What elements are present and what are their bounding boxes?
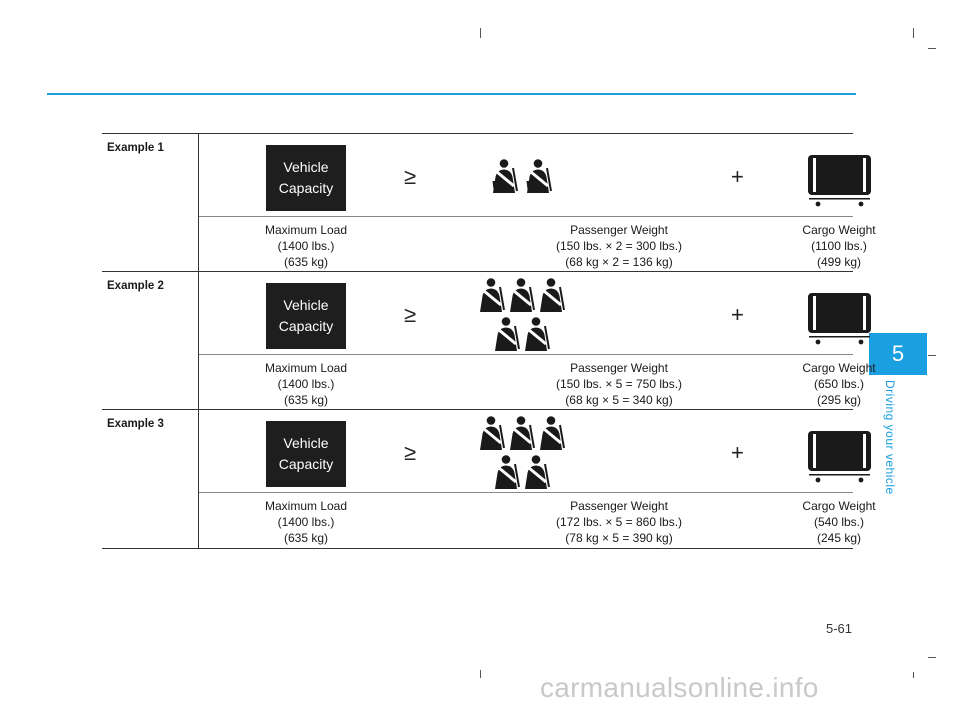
seatbelt-passenger-icon xyxy=(507,416,537,450)
crop-mark xyxy=(480,670,481,678)
cargo-weight-caption xyxy=(769,222,909,270)
cargo-box-icon xyxy=(807,154,872,210)
crop-mark xyxy=(928,657,936,658)
max-load-caption xyxy=(236,498,376,546)
seatbelt-passenger-icon xyxy=(522,455,552,489)
caption-line: Maximum Load xyxy=(264,499,348,513)
seatbelt-passenger-icon xyxy=(537,278,567,312)
caption-line: (1400 lbs.) xyxy=(277,377,335,391)
example-label-cell xyxy=(102,134,199,272)
caption-line: Maximum Load xyxy=(264,361,348,375)
caption-line: (635 kg) xyxy=(283,393,329,407)
caption-line: (650 lbs.) xyxy=(813,377,865,391)
crop-mark xyxy=(928,355,936,356)
caption-line: (68 kg × 2 = 136 kg) xyxy=(565,255,673,269)
row-divider xyxy=(199,492,853,493)
vehicle-capacity-line: Capacity xyxy=(278,456,334,472)
caption-line: Cargo Weight xyxy=(802,223,876,237)
example-row xyxy=(102,410,853,549)
example-content-cell xyxy=(199,272,876,410)
seatbelt-passenger-icon xyxy=(507,278,537,312)
seatbelt-passenger-icon xyxy=(522,317,552,351)
greater-equal-symbol: ≥ xyxy=(404,302,417,327)
example-label-cell xyxy=(102,272,199,410)
example-content-cell xyxy=(199,134,876,272)
caption-line: (499 kg) xyxy=(816,255,862,269)
vehicle-capacity-line: Vehicle xyxy=(283,435,329,451)
caption-line: Passenger Weight xyxy=(570,499,668,513)
chapter-title: Driving your vehicle xyxy=(883,380,897,495)
cargo-weight-caption xyxy=(769,498,909,546)
vehicle-capacity-box xyxy=(266,283,346,349)
vehicle-capacity-line: Capacity xyxy=(278,318,334,334)
vehicle-capacity-box xyxy=(266,421,346,487)
cargo-weight-caption xyxy=(769,360,909,408)
page-number: 5-61 xyxy=(826,621,853,636)
load-examples-table xyxy=(102,133,876,549)
seatbelt-passenger-icon xyxy=(537,416,567,450)
seatbelt-passenger-icon xyxy=(477,278,507,312)
greater-equal-symbol: ≥ xyxy=(404,440,417,465)
vehicle-capacity-line: Vehicle xyxy=(283,159,329,175)
passenger-weight-caption xyxy=(524,498,714,546)
example-label: Example 1 xyxy=(107,142,164,154)
chapter-number: 5 xyxy=(891,341,905,366)
caption-line: Cargo Weight xyxy=(802,499,876,513)
caption-line: (150 lbs. × 5 = 750 lbs.) xyxy=(555,377,683,391)
passenger-weight-caption xyxy=(524,360,714,408)
row-divider xyxy=(199,216,853,217)
vehicle-capacity-line: Vehicle xyxy=(283,297,329,313)
example-label: Example 2 xyxy=(107,280,164,292)
example-row xyxy=(102,272,853,410)
crop-mark xyxy=(913,672,914,678)
passenger-weight-caption xyxy=(524,222,714,270)
caption-line: (1100 lbs.) xyxy=(811,239,867,253)
caption-line: (150 lbs. × 2 = 300 lbs.) xyxy=(555,239,683,253)
watermark: carmanualsonline.info xyxy=(540,672,819,703)
caption-line: Maximum Load xyxy=(264,223,348,237)
caption-line: Passenger Weight xyxy=(570,223,668,237)
example-label-cell xyxy=(102,410,199,549)
vehicle-capacity-box xyxy=(266,145,346,211)
caption-line: Passenger Weight xyxy=(570,361,668,375)
caption-line: (635 kg) xyxy=(283,255,329,269)
plus-symbol: + xyxy=(731,302,744,327)
max-load-caption xyxy=(236,222,376,270)
seatbelt-passenger-icon xyxy=(490,159,520,193)
seatbelt-passenger-icon xyxy=(524,159,554,193)
crop-mark xyxy=(480,28,481,38)
example-content-cell xyxy=(199,410,876,549)
example-row xyxy=(102,134,853,272)
caption-line: (1400 lbs.) xyxy=(277,239,335,253)
caption-line: (78 kg × 5 = 390 kg) xyxy=(565,531,673,545)
vehicle-capacity-line: Capacity xyxy=(278,180,334,196)
cargo-box-icon xyxy=(807,292,872,348)
caption-line: Cargo Weight xyxy=(802,361,876,375)
caption-line: (1400 lbs.) xyxy=(277,515,335,529)
crop-mark xyxy=(928,48,936,49)
max-load-caption xyxy=(236,360,376,408)
seatbelt-passenger-icon xyxy=(492,455,522,489)
greater-equal-symbol: ≥ xyxy=(404,164,417,189)
row-divider xyxy=(199,354,853,355)
caption-line: (635 kg) xyxy=(283,531,329,545)
plus-symbol: + xyxy=(731,440,744,465)
caption-line: (68 kg × 5 = 340 kg) xyxy=(565,393,673,407)
header-rule xyxy=(47,93,856,95)
crop-mark xyxy=(913,28,914,38)
cargo-box-icon xyxy=(807,430,872,486)
caption-line: (172 lbs. × 5 = 860 lbs.) xyxy=(555,515,683,529)
caption-line: (540 lbs.) xyxy=(813,515,865,529)
example-label: Example 3 xyxy=(107,418,164,430)
seatbelt-passenger-icon xyxy=(477,416,507,450)
plus-symbol: + xyxy=(731,164,744,189)
caption-line: (295 kg) xyxy=(816,393,862,407)
caption-line: (245 kg) xyxy=(816,531,862,545)
seatbelt-passenger-icon xyxy=(492,317,522,351)
